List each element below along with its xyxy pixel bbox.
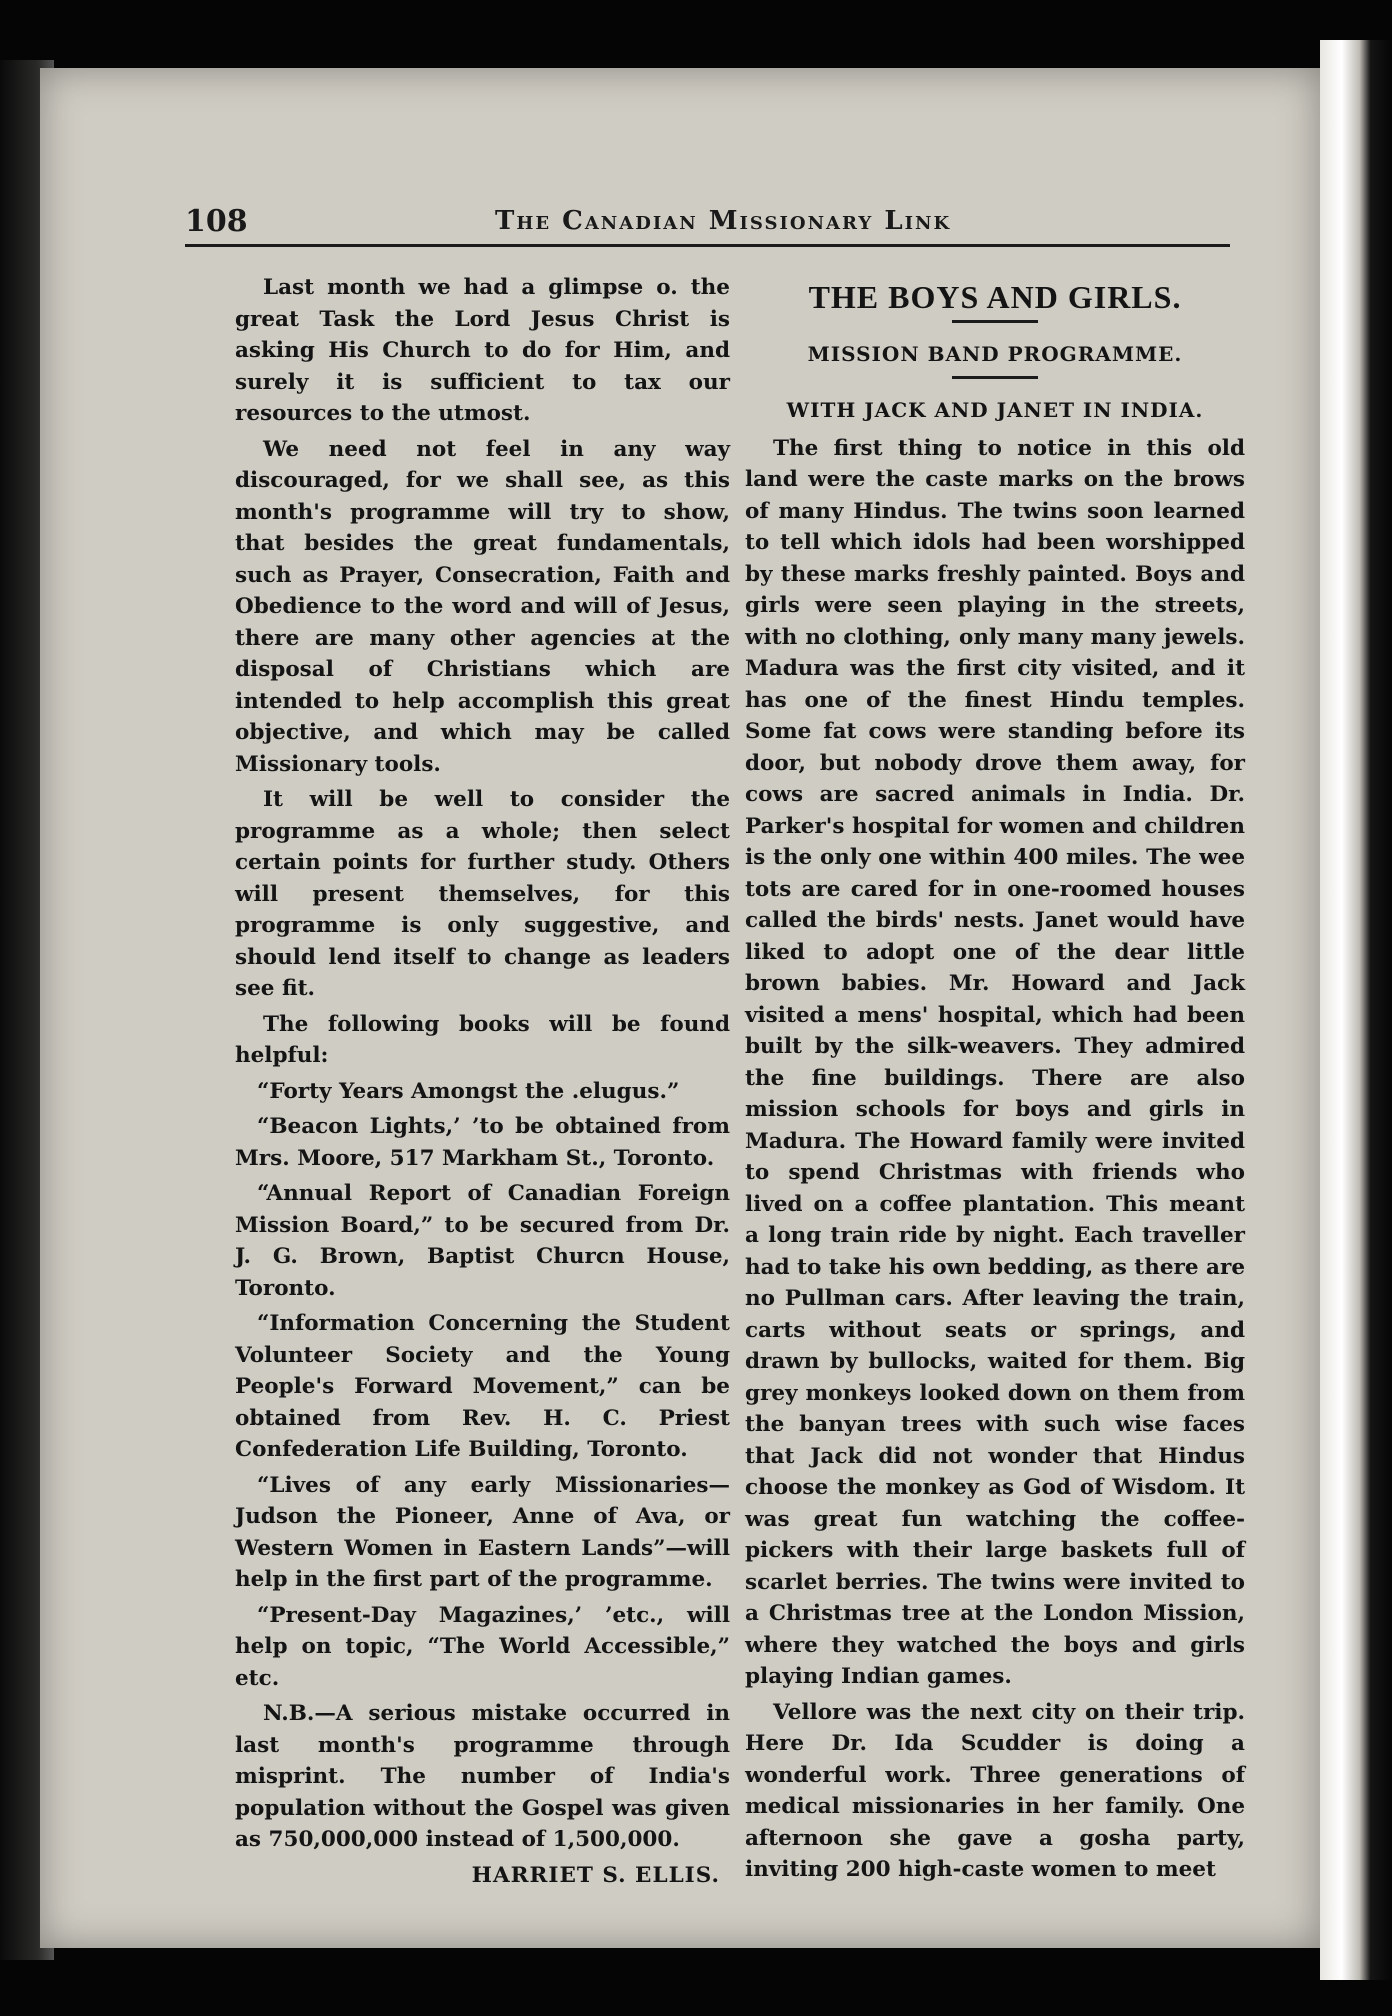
book-item: “Beacon Lights,’ ’to be obtained from Mrs. Moore, 517 Markham St., Toronto. bbox=[235, 1114, 730, 1171]
page-header bbox=[185, 198, 1230, 247]
left-column bbox=[235, 272, 730, 1891]
correction-note: N.B.—A serious mistake occurred in last month's programme through misprint. The number of India's population without the Gospel was given as 750,000,000 instead of 1,500,000. bbox=[235, 1701, 730, 1852]
author-signature: HARRIET S. ELLIS. bbox=[471, 1862, 720, 1888]
story-paragraph: The first thing to notice in this old land were the caste marks on the brows of many Hindus. The twins soon learned to tell which idols had been worshipped by these marks freshly painted. Boys and girls were seen playing in the streets, with no clothing, only many many jewels. Madura was the first city visited, and it has one of the finest Hindu temples. Some fat cows were standing before its door, but nobody drove them away, for cows are sacred animals in India. Dr. Parker's hospital for women and children is the only one within 400 miles. The wee tots are cared for in one-roomed houses called the birds' nests. Janet would have liked to adopt one of the dear little brown babies. Mr. Howard and Jack visited a mens' hospital, which had been built by the silk-weavers. They admired the fine buildings. There are also mission schools for boys and girls in Madura. The Howard family were invited to spend Christmas with friends who lived on a coffee plantation. This meant a long train ride by night. Each traveller had to take his own bedding, as there are no Pullman cars. After leaving the train, carts without seats or springs, and drawn by bullocks, waited for them. Big grey monkeys looked down on them from the banyan trees with such wise faces that Jack did not wonder that Hindus choose the monkey as God of Wisdom. It was great fun watching the coffee-pickers with their large baskets full of scarlet berries. The twins were invited to a Christmas tree at the London Mission, where they watched the boys and girls playing Indian games. bbox=[745, 435, 1245, 1689]
section-title: THE BOYS AND GIRLS. bbox=[808, 279, 1182, 315]
study-paragraph: It will be well to consider the programme as a whole; then select certain points for further study. Others will present themselves, for this programme is only suggestive, and should lend itself to change as leaders see fit. bbox=[235, 787, 730, 1001]
page-number: 108 bbox=[185, 204, 248, 239]
story-title: WITH JACK AND JANET IN INDIA. bbox=[786, 398, 1204, 422]
book-item: “Present-Day Magazines,’ ’etc., will help on topic, “The World Accessible,” etc. bbox=[235, 1602, 730, 1691]
right-column bbox=[745, 272, 1245, 1890]
subtitle-divider bbox=[952, 376, 1038, 379]
book-item: “Lives of any early Missionaries—Judson the Pioneer, Anne of Ava, or Western Women in Eastern Lands”—will help in the first part of the programme. bbox=[235, 1472, 730, 1592]
intro-paragraph: Last month we had a glimpse o. the great Task the Lord Jesus Christ is asking His Church to do for Him, and surely it is sufficient to tax our resources to the utmost. bbox=[235, 275, 730, 426]
story-paragraph: Vellore was the next city on their trip. Here Dr. Ida Scudder is doing a wonderful work. Three generations of medical missionaries in her family. One afternoon she gave a gosha party, inviting 200 high-caste women to meet bbox=[745, 1699, 1245, 1882]
title-divider bbox=[952, 320, 1038, 323]
book-page-edges-right bbox=[1320, 40, 1392, 1980]
tools-paragraph: We need not feel in any way discouraged, for we shall see, as this month's programme will try to show, that besides the great fundamentals, such as Prayer, Consecration, Faith and Obedience to the word and will of Jesus, there are many other agencies at the disposal of Christians which are intended to help accomplish this great objective, and which may be called Missionary tools. bbox=[235, 436, 730, 777]
book-item: “Forty Years Amongst the .elugus.” bbox=[257, 1078, 680, 1104]
books-intro-paragraph: The following books will be found helpful: bbox=[235, 1011, 730, 1068]
running-title: The Canadian Missionary Link bbox=[495, 206, 952, 236]
book-item: “Annual Report of Canadian Foreign Mission Board,” to be secured from Dr. J. G. Brown, Baptist Churcn House, Toronto. bbox=[235, 1181, 730, 1301]
programme-subtitle: MISSION BAND PROGRAMME. bbox=[807, 341, 1183, 366]
book-item: “Information Concerning the Student Volunteer Society and the Young People's Forward Movement,” can be obtained from Rev. H. C. Priest Confederation Life Building, Toronto. bbox=[235, 1311, 730, 1462]
